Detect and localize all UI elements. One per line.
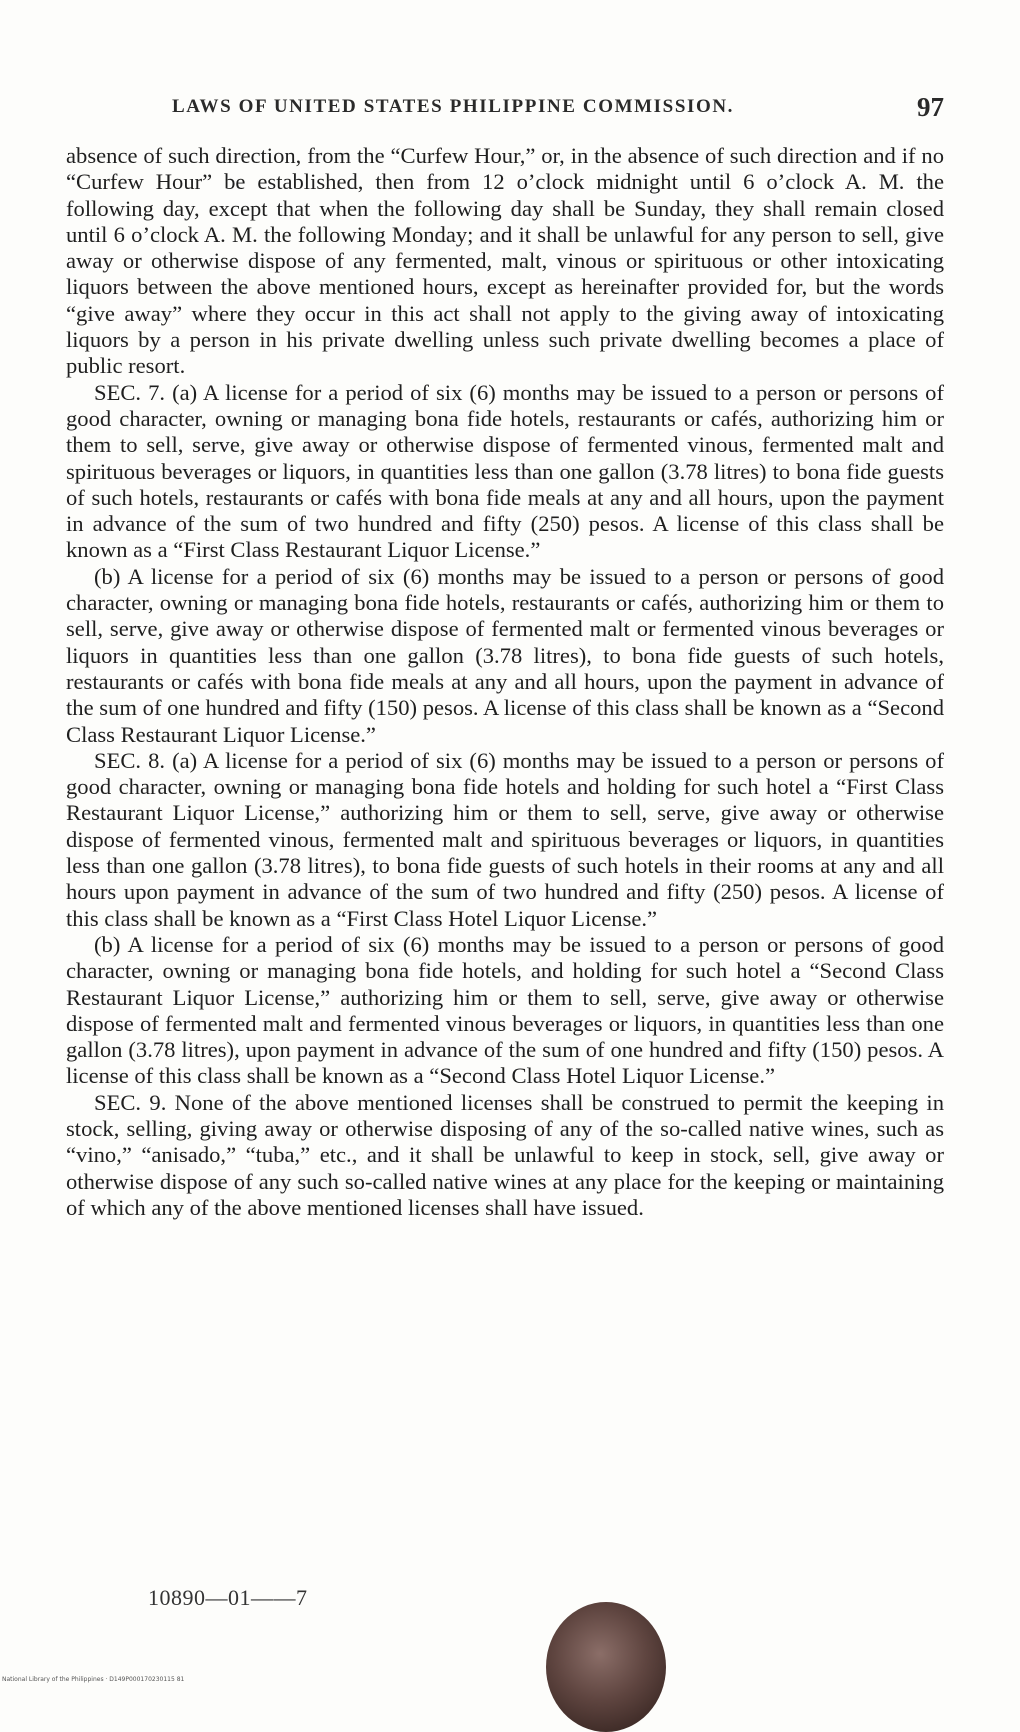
paragraph-sec-8a: SEC. 8. (a) A license for a period of six (6) months may be issued to a person or persons of good character, owning or managing bona fide hotels and holding for such hotel a “First Class Restaurant Liquor License,” authorizing him or them to sell, serve, give away or otherwise dispose of fermented vinous, fermented malt and spirituous beverages or liquors, in quantities less than one gallon (3.78 litres), to bona fide guests of such hotels in their rooms at any and all hours upon payment in advance of the sum of two hundred and fifty (250) pesos. A license of this class shall be known as a “First Class Hotel Liquor License.” [66, 747, 944, 931]
paragraph-continuation: absence of such direction, from the “Curfew Hour,” or, in the absence of such direction and if no “Curfew Hour” be established, then from 12 o’clock midnight until 6 o’clock A. M. the following day, except that when the following day shall be Sunday, they shall remain closed until 6 o’clock A. M. the following Monday; and it shall be unlawful for any person to sell, give away or otherwise dispose of any fermented, malt, vinous or spirituous or other intoxicating liquors between the above mentioned hours, except as hereinafter provided for, but the words “give away” where they occur in this act shall not apply to the giving away of intoxicating liquors by a person in his private dwelling unless such private dwelling becomes a place of public resort. [66, 143, 944, 379]
library-watermark: National Library of the Philippines · D149P000170230115 81 [2, 1676, 185, 1683]
running-head-title: LAWS OF UNITED STATES PHILIPPINE COMMISSION. [172, 96, 735, 117]
scan-thumb-artifact [546, 1602, 666, 1732]
body-text [66, 143, 944, 1563]
paragraph-sec-7a: SEC. 7. (a) A license for a period of six (6) months may be issued to a person or persons of good character, owning or managing bona fide hotels, restaurants or cafés, authorizing him or them to sell, serve, give away or otherwise dispose of fermented vinous, fermented malt and spirituous beverages or liquors, in quantities less than one gallon (3.78 litres) to bona fide guests of such hotels, restaurants or cafés with bona fide meals at any and all hours, upon the payment in advance of the sum of two hundred and fifty (250) pesos. A license of this class shall be known as a “First Class Restaurant Liquor License.” [66, 379, 944, 563]
paragraph-sec-8b: (b) A license for a period of six (6) months may be issued to a person or persons of good character, owning or managing bona fide hotels, and holding for such hotel a “Second Class Restaurant Liquor License,” authorizing him or them to sell, serve, give away or otherwise dispose of fermented malt and fermented vinous beverages or liquors, in quantities less than one gallon (3.78 litres), upon payment in advance of the sum of one hundred and fifty (150) pesos. A license of this class shall be known as a “Second Class Hotel Liquor License.” [66, 931, 944, 1089]
page-number: 97 [917, 92, 944, 122]
paragraph-sec-7b: (b) A license for a period of six (6) months may be issued to a person or persons of good character, owning or managing bona fide hotels, restaurants or cafés, authorizing him or them to sell, serve, give away or otherwise dispose of fermented malt or fermented vinous beverages or liquors in quantities less than one gallon (3.78 litres), to bona fide guests of such hotels, restaurants or cafés with bona fide meals at any and all hours, upon the payment in advance of the sum of one hundred and fifty (150) pesos. A license of this class shall be known as a “Second Class Restaurant Liquor License.” [66, 563, 944, 747]
signature-mark: 10890—01——7 [148, 1585, 308, 1610]
paragraph-sec-9: SEC. 9. None of the above mentioned licenses shall be construed to permit the keeping in stock, selling, giving away or otherwise disposing of any of the so-called native wines, such as “vino,” “anisado,” “tuba,” etc., and it shall be unlawful to keep in stock, sell, give away or otherwise dispose of any such so-called native wines at any place for the keeping or maintaining of which any of the above mentioned licenses shall have issued. [66, 1089, 944, 1220]
running-head [66, 92, 944, 126]
